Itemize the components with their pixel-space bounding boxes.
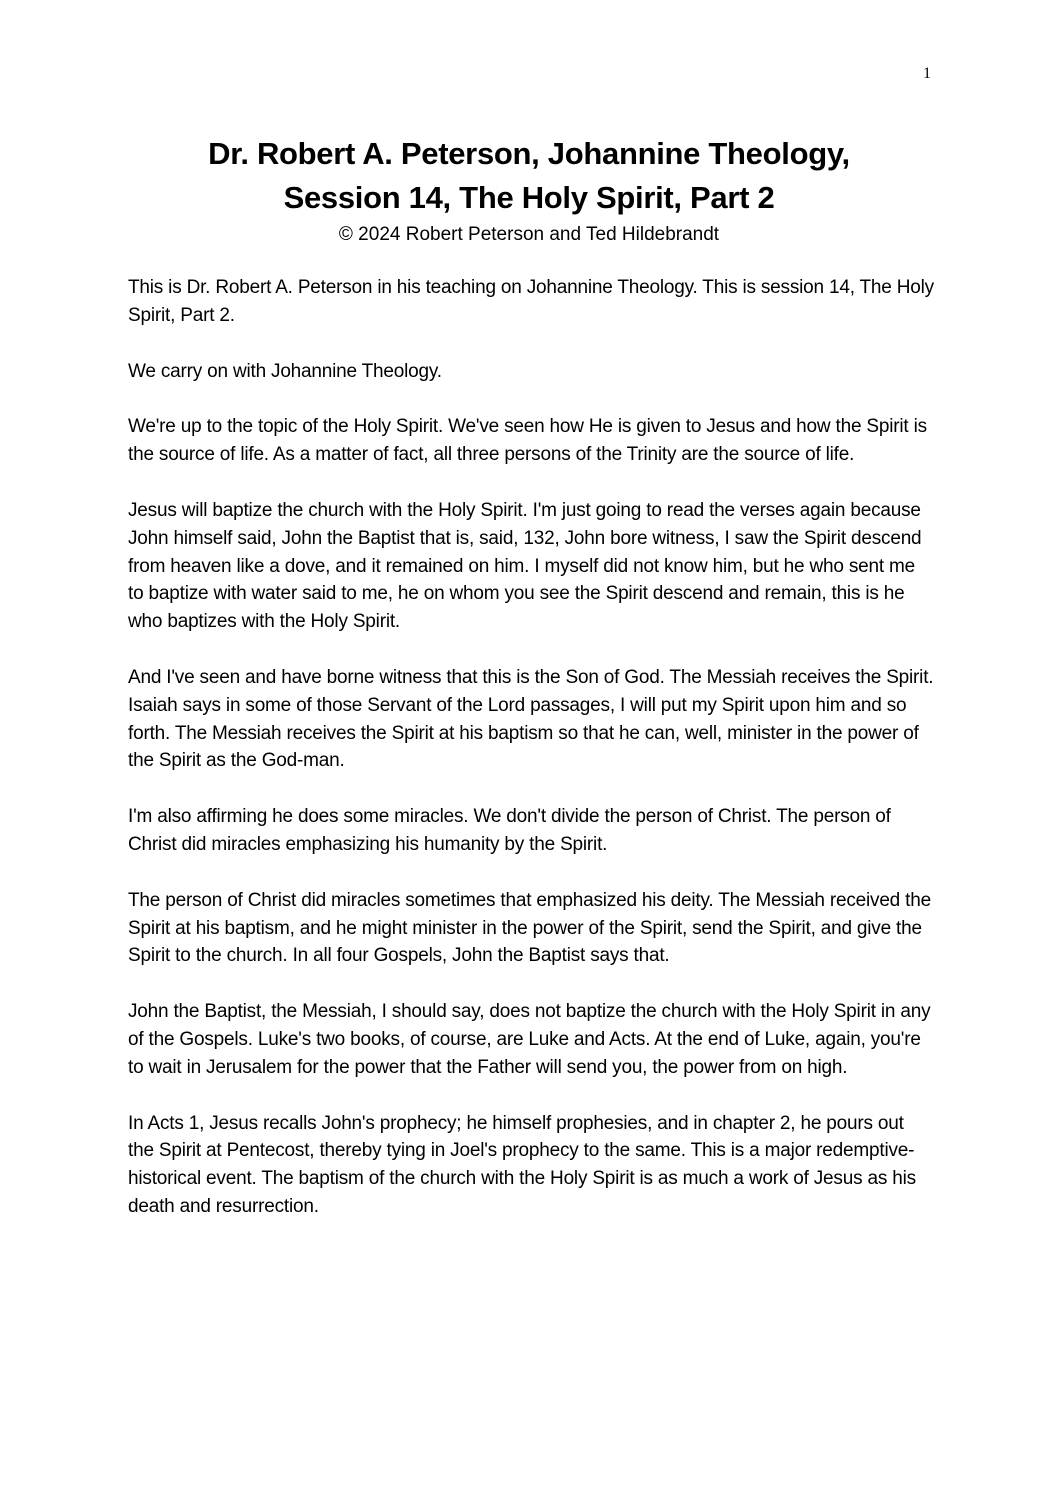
paragraph: We carry on with Johannine Theology. <box>128 360 442 382</box>
document-body <box>128 274 934 1249</box>
paragraph: We're up to the topic of the Holy Spirit. We've seen how He is given to Jesus and how the Spirit is the source of life. As a matter of fact, all three persons of the Trinity are the source of life. <box>128 416 927 466</box>
paragraph: John the Baptist, the Messiah, I should say, does not baptize the church with the Holy Spirit in any of the Gospels. Luke's two books, of course, are Luke and Acts. At the end of Luke, again, you're to wait in Jerusalem for the power that the Father will send you, the power from on high. <box>128 1001 931 1078</box>
paragraph: And I've seen and have borne witness that this is the Son of God. The Messiah receives the Spirit. Isaiah says in some of those Servant of the Lord passages, I will put my Spirit upon him and so forth. The Messiah receives the Spirit at his baptism so that he can, well, minister in the power of the Spirit as the God-man. <box>128 666 934 772</box>
page-number: 1 <box>923 65 931 82</box>
paragraph: The person of Christ did miracles sometimes that emphasized his deity. The Messiah received the Spirit at his baptism, and he might minister in the power of the Spirit, send the Spirit, and give the Spirit to the church. In all four Gospels, John the Baptist says that. <box>128 889 931 967</box>
title-line-2: Session 14, The Holy Spirit, Part 2 <box>283 180 775 215</box>
document-title <box>100 132 958 220</box>
title-line-1: Dr. Robert A. Peterson, Johannine Theology, <box>208 136 850 171</box>
paragraph: I'm also affirming he does some miracles. We don't divide the person of Christ. The person of Christ did miracles emphasizing his humanity by the Spirit. <box>128 806 891 855</box>
copyright-notice: © 2024 Robert Peterson and Ted Hildebrandt <box>338 224 720 245</box>
paragraph: Jesus will baptize the church with the Holy Spirit. I'm just going to read the verses again because John himself said, John the Baptist that is, said, 132, John bore witness, I saw the Spirit descend from heaven like a dove, and it remained on him. I myself did not know him, but he who sent me to baptize with water said to me, he on whom you see the Spirit descend and remain, this is he who baptizes with the Holy Spirit. <box>128 499 922 633</box>
paragraph: This is Dr. Robert A. Peterson in his teaching on Johannine Theology. This is session 14, The Holy Spirit, Part 2. <box>128 277 934 326</box>
paragraph: In Acts 1, Jesus recalls John's prophecy; he himself prophesies, and in chapter 2, he pours out the Spirit at Pentecost, thereby tying in Joel's prophecy to the same. This is a major redemptive-historical event. The baptism of the church with the Holy Spirit is as much a work of Jesus as his death and resurrection. <box>128 1112 916 1217</box>
